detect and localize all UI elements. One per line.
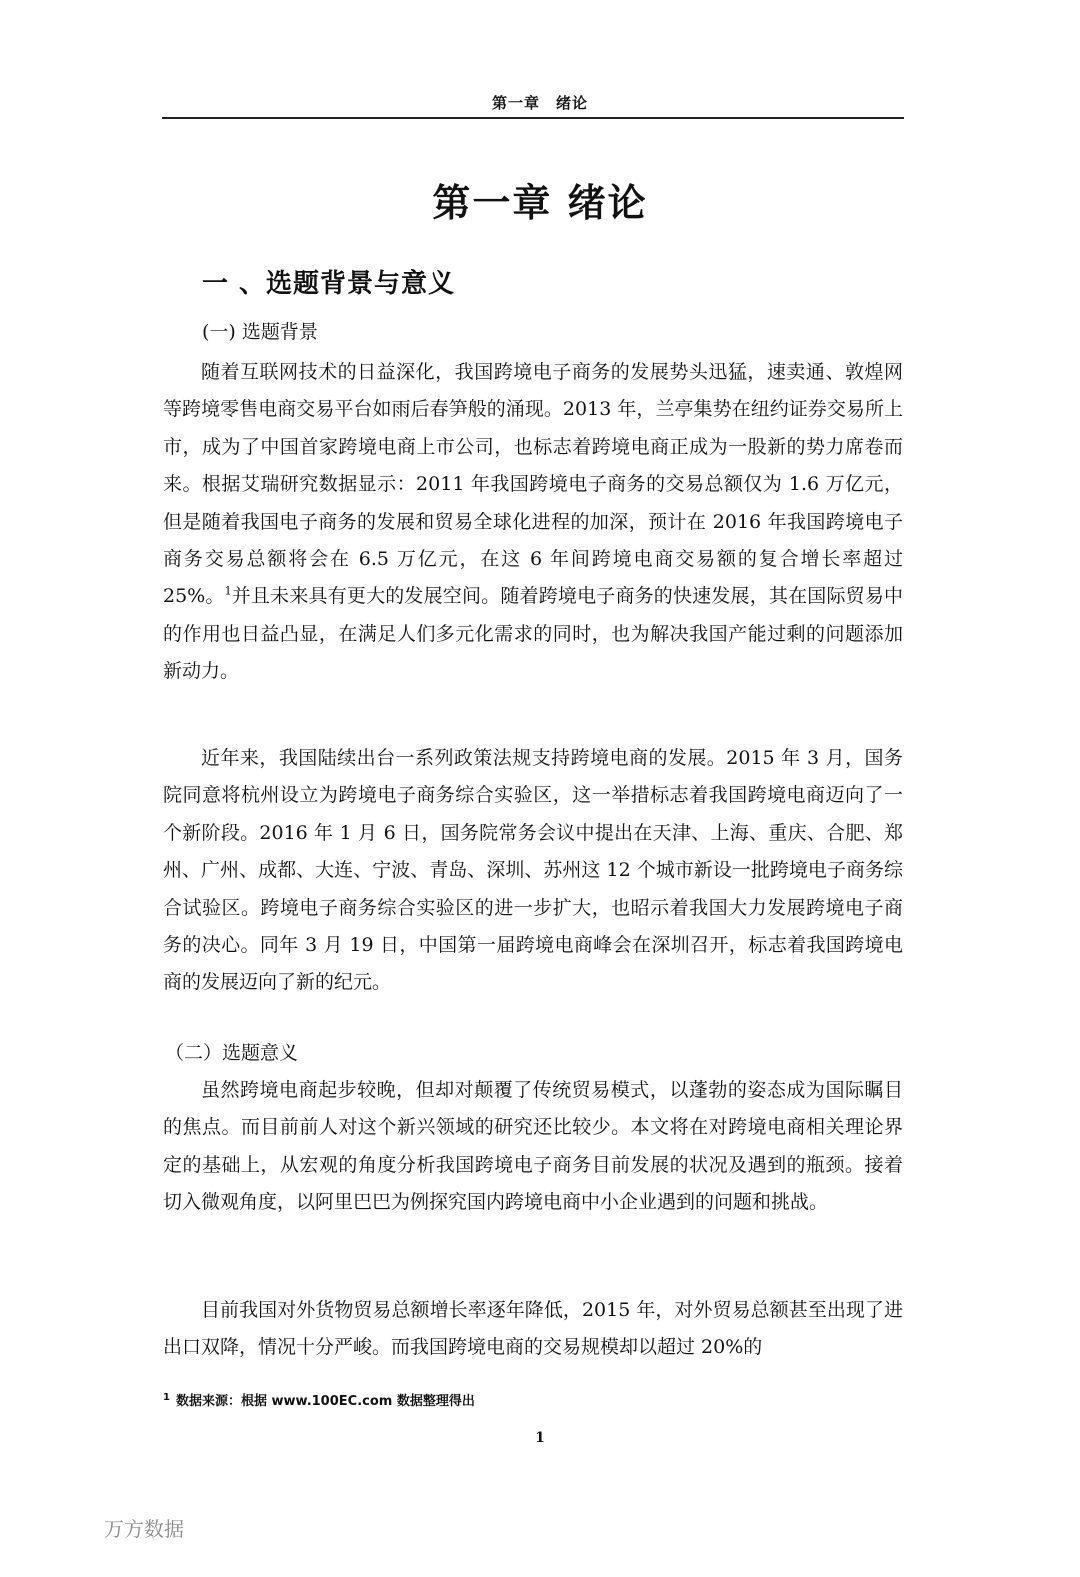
paragraph-1-text-b: 并且未来具有更大的发展空间。随着跨境电子商务的快速发展，其在国际贸易中的作用也日益凸显，在满足人们多元化需求的同时，也为解决我国产能过剩的问题添加新动力。 xyxy=(163,585,903,683)
header-rule xyxy=(162,117,904,119)
paragraph-3: 虽然跨境电商起步较晚，但却对颠覆了传统贸易模式，以蓬勃的姿态成为国际瞩目的焦点。而目前前人对这个新兴领域的研究还比较少。本文将在对跨境电商相关理论界定的基础上，从宏观的角度分析我国跨境电子商务目前发展的状况及遇到的瓶颈。接着切入微观角度，以阿里巴巴为例探究国内跨境电商中小企业遇到的问题和挑战。 xyxy=(163,1079,903,1214)
paragraph-4: 目前我国对外货物贸易总额增长率逐年降低，2015 年，对外贸易总额甚至出现了进出口双降，情况十分严峻。而我国跨境电商的交易规模却以超过 20%的 xyxy=(163,1299,903,1359)
paragraph-2: 近年来，我国陆续出台一系列政策法规支持跨境电商的发展。2015 年 3 月，国务院同意将杭州设立为跨境电子商务综合实验区，这一举措标志着我国跨境电商迈向了一个新阶段。2016 年 1 月 6 日，国务院常务会议中提出在天津、上海、重庆、合肥、郑州、广州、成都、大连、宁波、青岛、深圳、苏州这 12 个城市新设一批跨境电子商务综合试验区。跨境电子商务综合实验区的进一步扩大，也昭示着我国大力发展跨境电子商务的决心。同年 3 月 19 日，中国第一届跨境电商峰会在深圳召开，标志着我国跨境电商的发展迈向了新的纪元。 xyxy=(163,747,903,994)
footnote xyxy=(163,1390,475,1409)
watermark: 万方数据 xyxy=(104,1517,184,1541)
running-header: 第一章 绪论 xyxy=(491,94,588,112)
page-number: 1 xyxy=(535,1430,545,1446)
chapter-title: 第一章 绪论 xyxy=(432,181,648,225)
footnote-text: 数据来源：根据 www.100EC.com 数据整理得出 xyxy=(175,1394,475,1409)
subsection-background-heading: (一) 选题背景 xyxy=(202,321,318,343)
paragraph-1-text-a: 随着互联网技术的日益深化，我国跨境电子商务的发展势头迅猛，速卖通、敦煌网等跨境零售电商交易平台如雨后春笋般的涌现。2013 年，兰亭集势在纽约证券交易所上市，成为了中国首家跨境电商上市公司，也标志着跨境电商正成为一股新的势力席卷而来。根据艾瑞研究数据显示：2011 年我国跨境电子商务的交易总额仅为 1.6 万亿元，但是随着我国电子商务的发展和贸易全球化进程的加深，预计在 2016 年我国跨境电子商务交易总额将会在 6.5 万亿元，在这 6 年间跨境电商交易额的复合增长率超过 25%。 xyxy=(163,361,903,608)
footnote-number: 1 xyxy=(163,1391,170,1403)
section-title: 一 、选题背景与意义 xyxy=(202,269,456,299)
footnote-reference[interactable]: 1 xyxy=(224,585,232,599)
subsection-significance-heading: （二）选题意义 xyxy=(165,1042,299,1064)
paragraph-1 xyxy=(163,354,903,691)
